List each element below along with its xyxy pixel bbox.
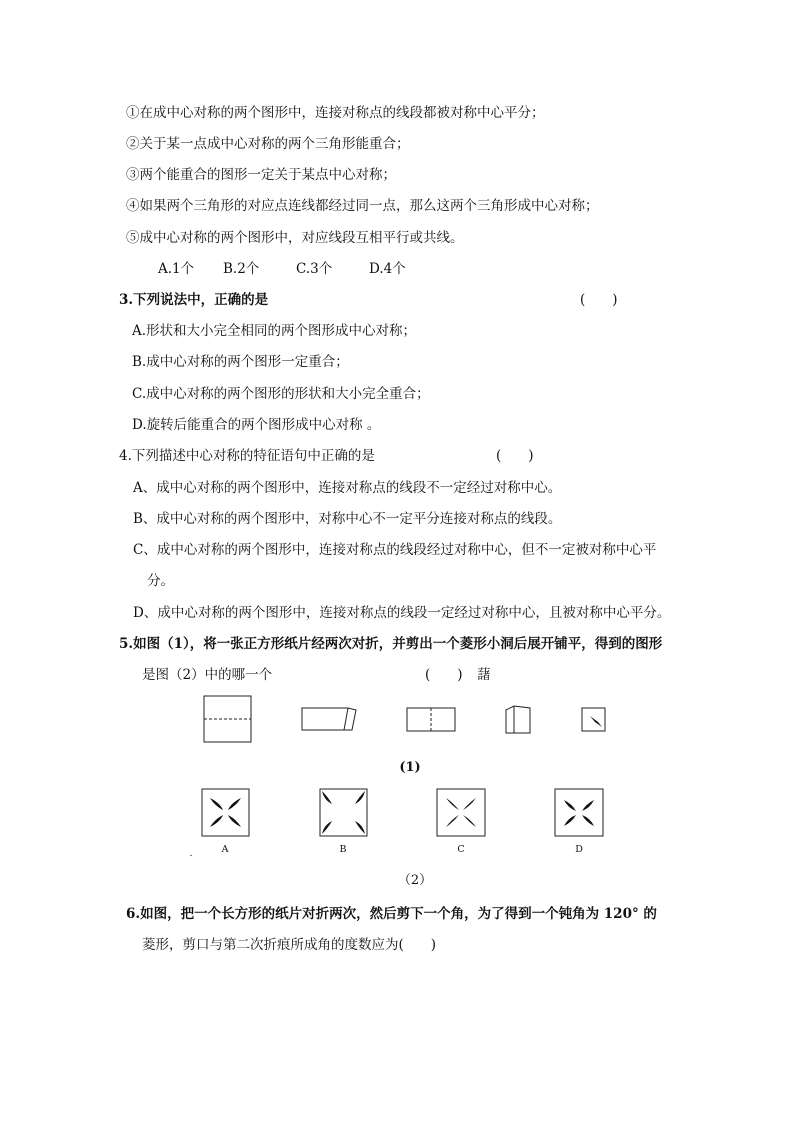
q6-answer-paren: ( ) [398, 937, 437, 953]
q6-line2-text: 菱形，剪口与第二次折痕所成角的度数应为 [142, 937, 399, 953]
figure-2-caption: （2） [397, 873, 433, 888]
statement-3: ③两个能重合的图形一定关于某点中心对称； [126, 167, 396, 183]
q4-option-d: D、成中心对称的两个图形中，连接对称点的线段一定经过对称中心，且被对称中心平分。 [133, 605, 671, 621]
q6-line1-text: 6.如图，把一个长方形的纸片对折两次，然后剪下一个角，为了得到一个钝角为 120° 的 [126, 906, 657, 922]
choice-b-marks [322, 791, 365, 834]
statement-4: ④如果两个三角形的对应点连线都经过同一点，那么这两个三角形成中心对称； [126, 198, 599, 214]
statement-1: ①在成中心对称的两个图形中，连接对称点的线段都被对称中心平分； [126, 105, 545, 121]
q4-answer-paren: ( ) [496, 448, 534, 464]
choice-a-square [202, 789, 249, 836]
q4-stem: 4.下列描述中心对称的特征语句中正确的是 [119, 448, 375, 464]
q5-trailing-char: 藷 [477, 667, 491, 683]
q3-option-c: C.成中心对称的两个图形的形状和大小完全重合； [132, 386, 430, 402]
q2-option-a: A.1个 [158, 261, 195, 277]
statement-2: ②关于某一点成中心对称的两个三角形能重合； [126, 136, 410, 152]
choice-d-marks [564, 800, 594, 826]
q6-line2 [142, 936, 436, 954]
q4-option-a: A、成中心对称的两个图形中，连接对称点的线段不一定经过对称中心。 [133, 480, 562, 496]
fold-step-3-rectangle [407, 708, 455, 731]
q5-stem-line2: 是图（2）中的哪一个 [142, 667, 273, 683]
fold-step-4-square [506, 706, 530, 733]
q4-option-c: C、成中心对称的两个图形中，连接对称点的线段经过对称中心，但不一定被对称中心平 [133, 542, 657, 558]
q5-stem-line1: 5.如图（1），将一张正方形纸片经两次对折，并剪出一个菱形小洞后展开铺平，得到的图形 [119, 636, 663, 652]
q6-line1 [126, 905, 657, 923]
q5-answer-paren: ( ) [425, 667, 463, 683]
q3-option-a: A.形状和大小完全相同的两个图形成中心对称； [132, 323, 417, 339]
q3-stem [119, 291, 268, 309]
q3-option-b: B.成中心对称的两个图形一定重合； [132, 354, 349, 370]
fold-step-5-square [582, 708, 605, 731]
q4-option-c-cont: 分。 [147, 573, 174, 589]
statement-5: ⑤成中心对称的两个图形中，对应线段互相平行或共线。 [126, 230, 464, 246]
choice-d-square [555, 789, 603, 836]
figure-1-caption: (1) [399, 760, 421, 775]
q4-option-b: B、成中心对称的两个图形中，对称中心不一定平分连接对称点的线段。 [133, 511, 562, 527]
fold-step-1-square [204, 696, 251, 742]
choice-a-marks [210, 798, 241, 827]
choice-c-square [437, 789, 485, 836]
q2-option-c: C.3个 [296, 261, 333, 277]
fold-step-5-cut-mark [590, 716, 602, 727]
choice-a-label: A [221, 844, 229, 855]
q3-option-d: D.旋转后能重合的两个图形成中心对称 。 [132, 417, 381, 433]
choice-b-label: B [339, 844, 347, 855]
q3-answer-paren: ( ) [580, 292, 618, 308]
fold-step-2-edge [344, 708, 348, 730]
stray-dot: . [189, 848, 193, 859]
choice-d-label: D [575, 844, 583, 855]
q2-option-d: D.4个 [369, 261, 406, 277]
q2-option-b: B.2个 [223, 261, 260, 277]
choice-b-square [320, 789, 367, 836]
fold-step-2-rectangle [302, 708, 356, 730]
choice-c-marks [446, 798, 476, 827]
q3-stem-text: 3.下列说法中，正确的是 [119, 292, 269, 308]
choice-c-label: C [457, 844, 465, 855]
